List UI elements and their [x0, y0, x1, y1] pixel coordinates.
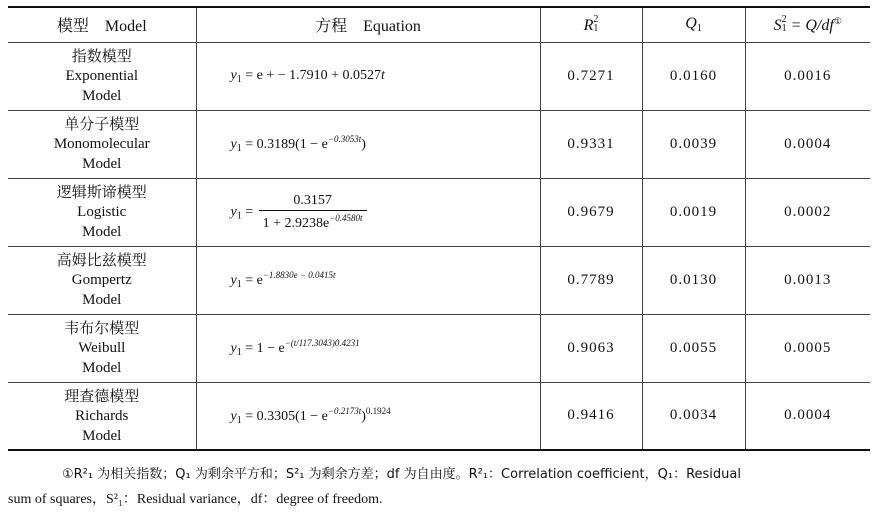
equation-cell [196, 246, 540, 314]
equation-cell [196, 314, 540, 382]
header-s2 [745, 7, 870, 42]
model-name-en: Logistic [77, 204, 127, 220]
table-row [8, 246, 870, 314]
eq-outer-exponent: 0.1924 [365, 405, 391, 416]
header-row [8, 7, 870, 42]
eq-body: = 0.3305(1 − e [241, 408, 328, 424]
header-equation-cn: 方程 [315, 16, 348, 36]
eq-exponent: −1.8830e − 0.0415t [262, 270, 336, 280]
model-name-en: Weibull [78, 340, 126, 356]
table-row [8, 314, 870, 382]
model-name-cn: 高姆比兹模型 [56, 251, 147, 269]
eq-lhs: y [230, 341, 237, 356]
q-value: 0.0039 [642, 110, 745, 178]
eq-lhs-sub: 1 [236, 210, 242, 222]
eq-lhs-sub: 1 [236, 143, 242, 154]
header-q [642, 7, 745, 42]
eq-lhs: y [230, 408, 237, 424]
model-comparison-table [8, 6, 870, 451]
s2-value: 0.0004 [745, 382, 870, 450]
model-name-cell [8, 382, 196, 450]
r2-value: 0.7271 [540, 42, 642, 110]
model-name-cn: 理查德模型 [64, 386, 140, 405]
eq-body: = 1 − e [241, 341, 285, 356]
eq-body: = e + − 1.7910 + 0.0527 [241, 67, 382, 83]
eq-body: = e [241, 273, 263, 288]
eq-exponent: −0.2173t [327, 405, 362, 416]
eq-lhs-sub: 1 [236, 347, 242, 358]
eq-lhs: y [230, 204, 237, 220]
s2-sup: 2 [781, 13, 787, 25]
eq-denominator-base: 1 + 2.9238e [262, 215, 330, 231]
table-row [8, 178, 870, 246]
model-name-en-suffix: Model [82, 156, 122, 172]
eq-exponent: −(t/117.3043)0.4231 [284, 338, 360, 348]
eq-body: = 0.3189(1 − e [241, 137, 328, 152]
q-sub: 1 [696, 23, 702, 35]
model-name-cell [8, 314, 196, 382]
table-row [8, 382, 870, 450]
header-equation [196, 7, 540, 42]
q-value: 0.0034 [642, 382, 745, 450]
eq-lhs-sub: 1 [236, 73, 242, 85]
header-model-en: Model [104, 18, 147, 36]
eq-numerator: 0.3157 [259, 193, 367, 211]
eq-lhs-sub: 1 [236, 279, 242, 290]
eq-fraction [259, 193, 367, 232]
equation-cell [196, 110, 540, 178]
r2-value: 0.7789 [540, 246, 642, 314]
table-footnote [8, 462, 870, 512]
model-name-en: Richards [75, 407, 129, 424]
model-name-en-suffix: Model [82, 292, 122, 308]
model-name-cn: 韦布尔模型 [64, 319, 140, 337]
eq-tail: ) [361, 408, 366, 424]
s2-sub: 1 [781, 22, 787, 34]
eq-lhs: y [230, 137, 237, 152]
s2-value: 0.0004 [745, 110, 870, 178]
table-row [8, 110, 870, 178]
model-name-en-suffix: Model [82, 360, 122, 376]
s2-value: 0.0002 [745, 178, 870, 246]
s2-formula: = Q/df [786, 16, 834, 34]
eq-lhs-sub: 1 [236, 414, 242, 426]
q-value: 0.0055 [642, 314, 745, 382]
q-value: 0.0019 [642, 178, 745, 246]
model-name-cell [8, 178, 196, 246]
model-name-cn: 逻辑斯谛模型 [56, 183, 147, 201]
q-value: 0.0130 [642, 246, 745, 314]
header-r2 [540, 7, 642, 42]
header-model [8, 7, 196, 42]
model-name-cn: 单分子模型 [64, 115, 140, 133]
model-name-cell [8, 110, 196, 178]
s2-value: 0.0005 [745, 314, 870, 382]
footnote-marker: ① [833, 15, 842, 26]
table-row [8, 42, 870, 110]
r2-sub: 1 [593, 22, 599, 34]
header-equation-en: Equation [363, 18, 421, 36]
model-name-en: Exponential [65, 68, 138, 84]
model-name-cell [8, 246, 196, 314]
model-name-cell [8, 42, 196, 110]
eq-body: = [241, 204, 257, 220]
q-value: 0.0160 [642, 42, 745, 110]
eq-exponent: −0.3053t [327, 134, 362, 144]
model-name-cn: 指数模型 [71, 47, 132, 65]
eq-tail: ) [361, 137, 366, 152]
eq-denominator [259, 211, 367, 232]
r2-value: 0.9416 [540, 382, 642, 450]
eq-exponent: −0.4580t [329, 212, 363, 223]
footnote-line-2: sum of squares，S²₁：Residual variance，df：degree of freedom. [8, 492, 383, 507]
eq-lhs: y [230, 273, 237, 288]
model-name-en-suffix: Model [82, 427, 122, 444]
eq-var: t [381, 67, 385, 83]
footnote-line-1: ①R²₁ 为相关指数；Q₁ 为剩余平方和；S²₁ 为剩余方差；df 为自由度。R²₁：Correlation coefficient，Q₁：Residual [62, 467, 741, 482]
s2-symbol: S [773, 16, 782, 34]
q-symbol: Q [685, 15, 697, 33]
equation-cell [196, 382, 540, 450]
header-model-cn: 模型 [56, 16, 89, 36]
model-name-en: Monomolecular [53, 136, 150, 152]
equation-cell [196, 42, 540, 110]
r2-sup: 2 [593, 13, 599, 25]
model-name-en: Gompertz [71, 272, 132, 288]
r2-value: 0.9331 [540, 110, 642, 178]
model-name-en-suffix: Model [82, 88, 122, 104]
model-name-en-suffix: Model [82, 224, 122, 240]
equation-cell [196, 178, 540, 246]
s2-value: 0.0013 [745, 246, 870, 314]
eq-lhs: y [230, 67, 237, 83]
r2-value: 0.9679 [540, 178, 642, 246]
r2-symbol: R [583, 16, 594, 34]
s2-value: 0.0016 [745, 42, 870, 110]
r2-value: 0.9063 [540, 314, 642, 382]
